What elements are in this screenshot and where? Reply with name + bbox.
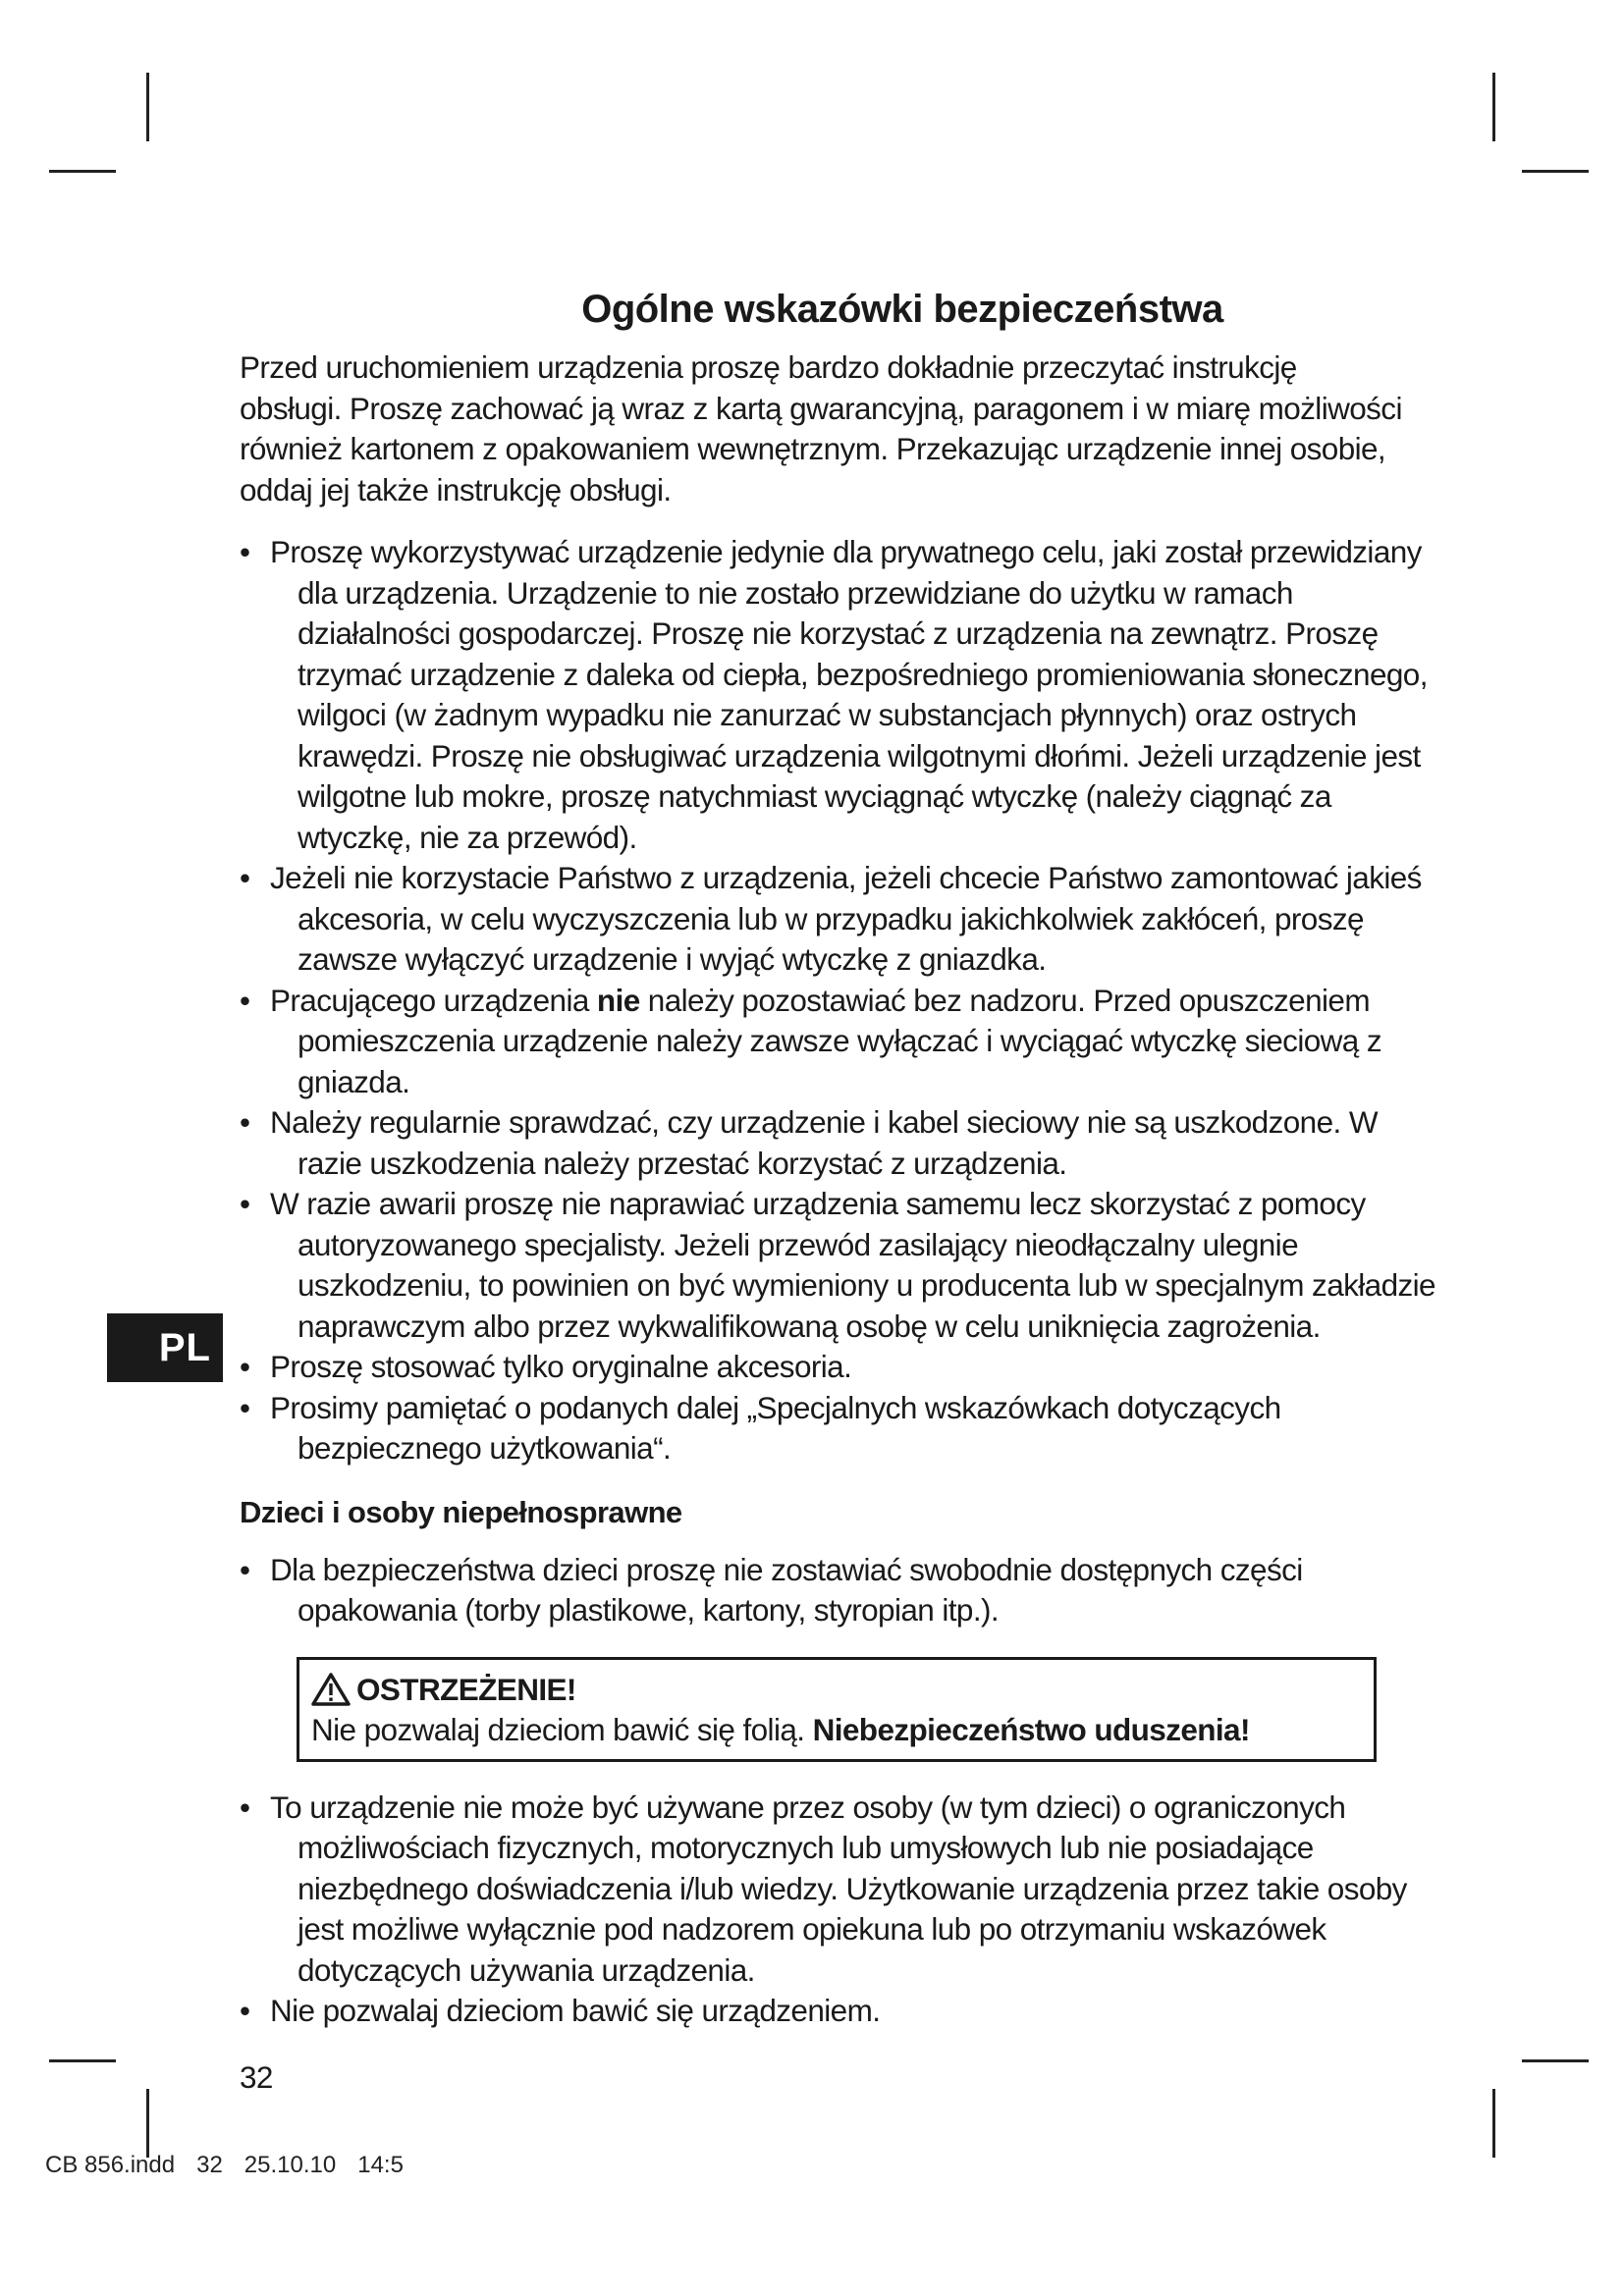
crop-mark-bottom-right-vertical [1492,2089,1495,2158]
footer-time: 14:5 [357,2152,404,2178]
list-item: • Należy regularnie sprawdzać, czy urządzenie i kabel sieciowy nie są uszkodzone. W razie uszkodzenia należy przestać korzystać z urządzenia. [240,1102,1447,1184]
warning-emphasis: Niebezpieczeństwo uduszenia! [812,1712,1250,1747]
page-title: Ogólne wskazówki bezpieczeństwa [581,288,1223,331]
footer-file: CB 856.indd [45,2152,176,2178]
warning-triangle-icon [311,1672,351,1707]
footer-page: 32 [196,2152,223,2178]
print-footer [45,2152,425,2179]
warning-message: Nie pozwalaj dzieciom bawić się folią. [311,1712,813,1747]
list-item: • Dla bezpieczeństwa dzieci proszę nie zostawiać swobodnie dostępnych części opakowania (torby plastikowe, kartony, styropian itp.). [240,1550,1447,1631]
crop-mark-bottom-right-horizontal [1522,2059,1589,2062]
crop-mark-top-right-vertical [1492,73,1495,141]
warning-box [297,1657,1377,1762]
list-item: • Prosimy pamiętać o podanych dalej „Specjalnych wskazówkach dotyczących bezpiecznego użytkowania“. [240,1388,1447,1469]
warning-text [311,1710,1362,1751]
list-item: • To urządzenie nie może być używane przez osoby (w tym dzieci) o ograniczonych możliwościach fizycznych, motorycznych lub umysłowych lub nie posiadające niezbędnego doświadczenia i/lub wiedzy. Użytkowanie urządzenia przez takie osoby jest możliwe wyłącznie pod nadzorem opiekuna lub po otrzymaniu wskazówek dotyczących używania urządzenia. [240,1788,1447,1992]
children-bullet-list [240,1550,1447,1631]
safety-bullet-list [240,532,1447,1469]
list-item-text: Pracującego urządzenia [270,982,597,1018]
list-item: • W razie awarii proszę nie naprawiać urządzenia samemu lecz skorzystać z pomocy autoryzowanego specjalisty. Jeżeli przewód zasilający nieodłączalny ulegnie uszkodzeniu, to powinien on być wymieniony u producenta lub w specjalnym zakładzie naprawczym albo przez wykwalifikowaną osobę w celu uniknięcia zagrożenia. [240,1184,1447,1347]
crop-mark-top-left-horizontal [49,170,116,173]
language-tab: PL [107,1313,223,1382]
page-content [240,285,1447,2098]
list-item: • Jeżeli nie korzystacie Państwo z urządzenia, jeżeli chcecie Państwo zamontować jakieś akcesoria, w celu wyczyszczenia lub w przypadku jakichkolwiek zakłóceń, proszę zawsze wyłączyć urządzenie i wyjąć wtyczkę z gniazdka. [240,858,1447,981]
list-item: • Proszę wykorzystywać urządzenie jedynie dla prywatnego celu, jaki został przewidziany dla urządzenia. Urządzenie to nie zostało przewidziane do użytku w ramach działalności gospodarczej. Proszę nie korzystać z urządzenia na zewnątrz. Proszę trzymać urządzenie z daleka od ciepła, bezpośredniego promieniowania słonecznego, wilgoci (w żadnym wypadku nie zanurzać w substancjach płynnych) oraz ostrych krawędzi. Proszę nie obsługiwać urządzenia wilgotnymi dłońmi. Jeżeli urządzenie jest wilgotne lub mokre, proszę natychmiast wyciągnąć wtyczkę (należy ciągnąć za wtyczkę, nie za przewód). [240,532,1447,858]
crop-mark-top-left-vertical [146,73,149,141]
crop-mark-top-right-horizontal [1522,170,1589,173]
list-item: • Nie pozwalaj dzieciom bawić się urządzeniem. [240,1991,1447,2032]
section-heading: Dzieci i osoby niepełnosprawne [240,1494,682,1529]
crop-mark-bottom-left-horizontal [49,2059,116,2062]
list-item [240,981,1447,1103]
footer-date: 25.10.10 [244,2152,337,2178]
list-item-emphasis: nie [596,982,640,1018]
children-bullet-list-continued [240,1788,1447,2032]
page-number: 32 [240,2058,273,2095]
list-item-text: należy pozostawiać bez nadzoru. Przed opuszczeniem pomieszczenia urządzenie należy zawsze wyłączać i wyciągać wtyczkę sieciową z gniazda. [298,982,1382,1099]
crop-mark-bottom-left-vertical [146,2089,149,2158]
intro-paragraph: Przed uruchomieniem urządzenia proszę bardzo dokładnie przeczytać instrukcję obsługi. Proszę zachować ją wraz z kartą gwarancyjną, paragonem i w miarę możliwości również kartonem z opakowaniem wewnętrznym. Przekazując urządzenie innej osobie, oddaj jej także instrukcję obsługi. [240,349,1402,507]
warning-header [311,1670,1362,1711]
warning-title: OSTRZEŻENIE! [356,1671,576,1707]
list-item: • Proszę stosować tylko oryginalne akcesoria. [240,1347,1447,1388]
